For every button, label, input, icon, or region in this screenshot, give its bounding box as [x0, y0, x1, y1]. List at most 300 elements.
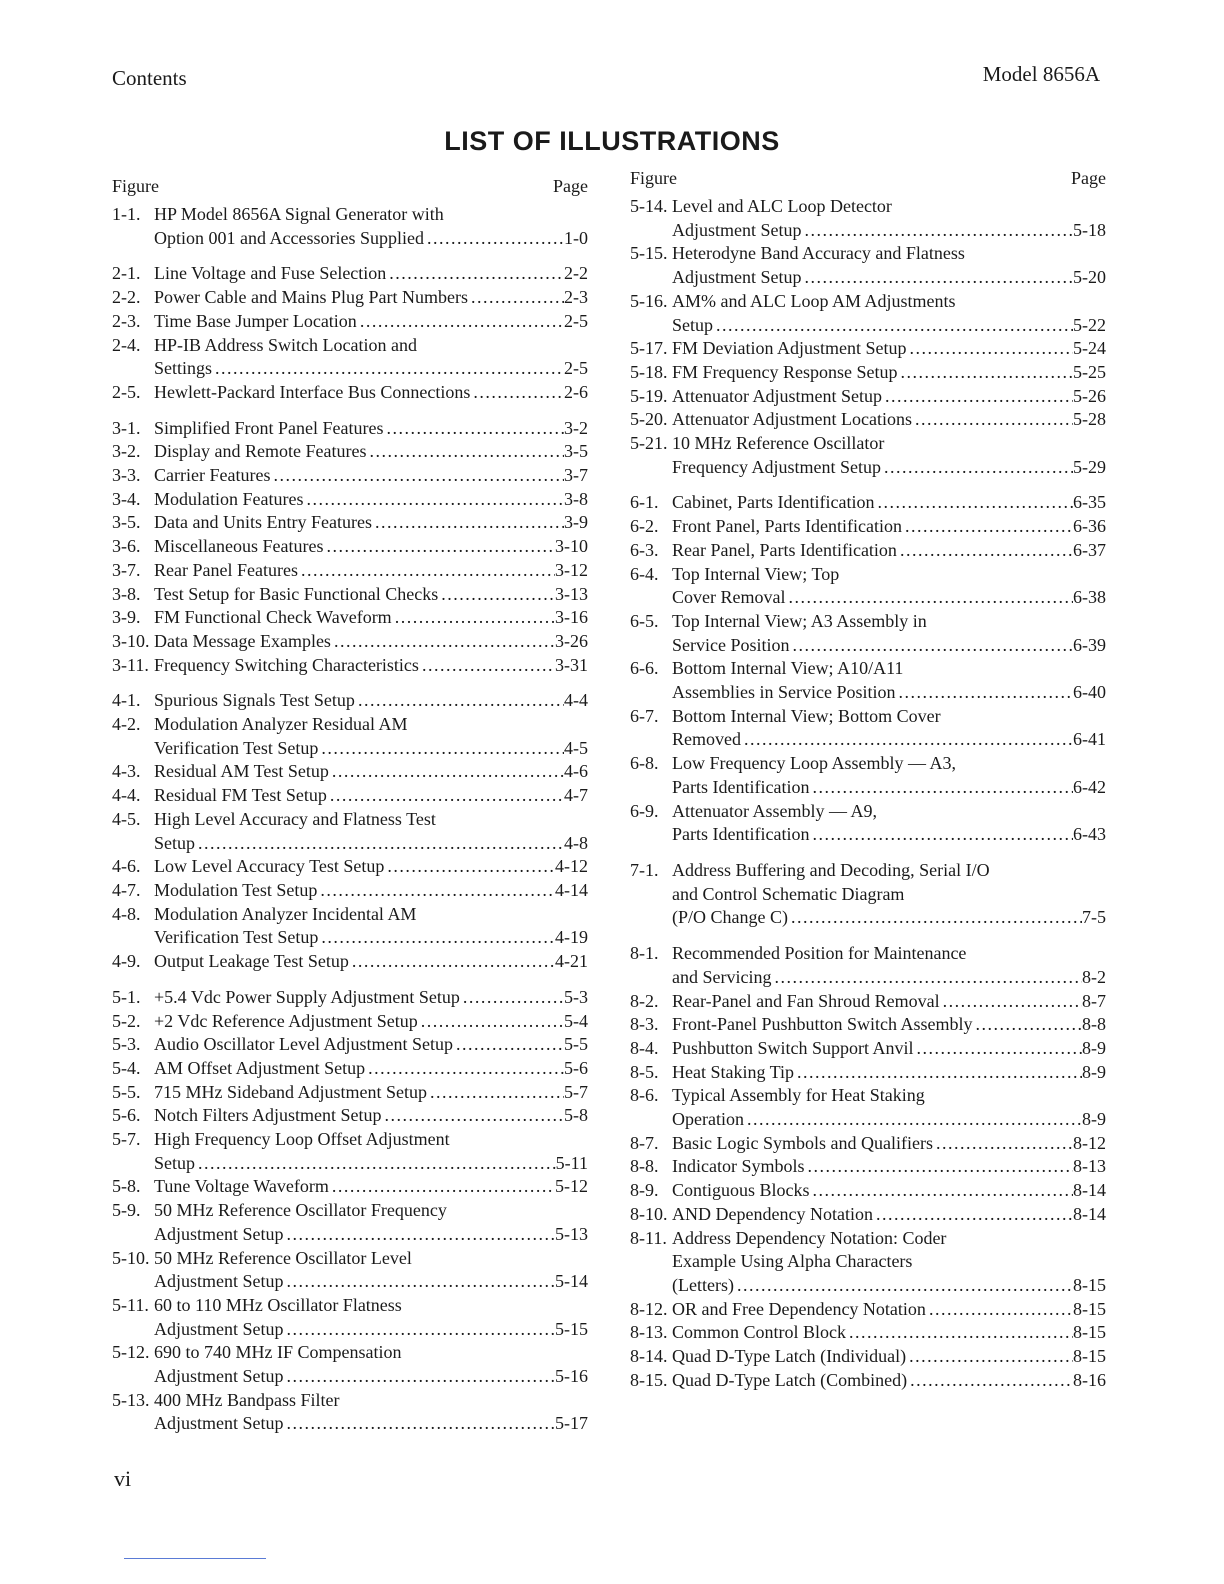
- entry-line: [630, 290, 1106, 314]
- figure-caption: Bottom Internal View; A10/A11: [672, 658, 904, 679]
- dot-leader: [744, 1108, 1082, 1132]
- indent-spacer: [630, 314, 672, 338]
- indent-spacer: [630, 728, 672, 752]
- page-reference: 5-11: [555, 1152, 588, 1173]
- indent-spacer: [112, 1365, 154, 1389]
- page-reference: 8-15: [1073, 1274, 1106, 1295]
- figure-caption: Operation: [672, 1109, 744, 1130]
- figure-caption: +5.4 Vdc Power Supply Adjustment Setup: [154, 986, 460, 1007]
- figure-entry: [112, 654, 588, 678]
- page-reference: 3-5: [564, 441, 588, 462]
- figure-caption: Quad D-Type Latch (Combined): [672, 1369, 908, 1390]
- entry-line: [112, 808, 588, 832]
- figure-caption: Adjustment Setup: [154, 1318, 284, 1339]
- figure-number: 4-2.: [112, 714, 141, 735]
- entry-line: [630, 491, 1106, 515]
- entry-line: [112, 1081, 588, 1105]
- page-reference: 5-15: [555, 1318, 588, 1339]
- dot-leader: [331, 630, 555, 654]
- indent-spacer: [630, 1274, 672, 1298]
- dot-leader: [284, 1223, 556, 1247]
- figure-caption: 690 to 740 MHz IF Compensation: [154, 1342, 402, 1363]
- figure-entry: [630, 361, 1106, 385]
- figure-entry: [112, 1033, 588, 1057]
- entry-line: [112, 1175, 588, 1199]
- figure-number: 2-4.: [112, 334, 141, 355]
- page-reference: 2-2: [564, 263, 588, 284]
- dot-leader: [383, 417, 564, 441]
- page-reference: 5-6: [564, 1057, 588, 1078]
- dot-leader: [212, 357, 564, 381]
- figure-entry: [112, 1175, 588, 1199]
- entry-line: [630, 1084, 1106, 1108]
- figure-entry: [112, 310, 588, 334]
- page-reference: 3-12: [555, 559, 588, 580]
- figure-caption: Tune Voltage Waveform: [154, 1176, 329, 1197]
- figure-number: 5-5.: [112, 1081, 141, 1102]
- indent-spacer: [112, 737, 154, 761]
- dot-leader: [357, 310, 564, 334]
- entry-line: [112, 535, 588, 559]
- dot-leader: [284, 1365, 556, 1389]
- entry-line: [630, 1203, 1106, 1227]
- figure-entry: [112, 1389, 588, 1436]
- dot-leader: [809, 823, 1073, 847]
- figure-number: 8-4.: [630, 1037, 659, 1058]
- entry-line: [630, 1250, 1106, 1274]
- figure-entry: [112, 1199, 588, 1246]
- page-column-label: Page: [553, 176, 588, 196]
- dot-leader: [896, 681, 1074, 705]
- figure-number: 6-6.: [630, 658, 659, 679]
- figure-caption: Adjustment Setup: [154, 1223, 284, 1244]
- entry-line: [112, 381, 588, 405]
- entry-line: [630, 408, 1106, 432]
- dot-leader: [318, 737, 564, 761]
- figure-number: 4-6.: [112, 856, 141, 877]
- page-reference: 8-8: [1082, 1014, 1106, 1035]
- figure-entry: [112, 1294, 588, 1341]
- figure-caption: Front Panel, Parts Identification: [672, 516, 902, 537]
- figure-number: 8-8.: [630, 1156, 659, 1177]
- figure-number: 5-4.: [112, 1057, 141, 1078]
- page-reference: 4-21: [555, 951, 588, 972]
- figure-entry: [112, 203, 588, 250]
- left-entry-list: [112, 203, 588, 1436]
- page-reference: 4-8: [564, 832, 588, 853]
- page-reference: 3-9: [564, 512, 588, 533]
- figure-entry: [112, 986, 588, 1010]
- figure-caption: Parts Identification: [672, 776, 810, 797]
- figure-caption: Address Buffering and Decoding, Serial I/O: [672, 859, 990, 880]
- entry-line: [112, 926, 588, 950]
- dot-leader: [912, 408, 1073, 432]
- page-reference: 5-26: [1073, 385, 1106, 406]
- entry-line: [112, 737, 588, 761]
- figure-caption: FM Frequency Response Setup: [672, 361, 898, 382]
- dot-leader: [460, 986, 564, 1010]
- figure-entry: [630, 337, 1106, 361]
- entry-line: [630, 456, 1106, 480]
- figure-caption: 10 MHz Reference Oscillator: [672, 433, 885, 454]
- indent-spacer: [112, 832, 154, 856]
- entry-line: [112, 713, 588, 737]
- page-reference: 8-14: [1073, 1180, 1106, 1201]
- figure-caption: Contiguous Blocks: [672, 1180, 810, 1201]
- figure-caption: Address Dependency Notation: Coder: [672, 1227, 947, 1248]
- figure-number: 7-1.: [630, 859, 659, 880]
- figure-caption: Test Setup for Basic Functional Checks: [154, 583, 439, 604]
- entry-line: [112, 784, 588, 808]
- page-reference: 3-16: [555, 607, 588, 628]
- figure-entry: [112, 689, 588, 713]
- figure-number: 6-1.: [630, 492, 659, 513]
- figure-entry: [630, 942, 1106, 989]
- page-reference: 6-40: [1073, 682, 1106, 703]
- figure-number: 8-9.: [630, 1180, 659, 1201]
- page-reference: 8-15: [1073, 1346, 1106, 1367]
- indent-spacer: [112, 926, 154, 950]
- entry-line: [112, 559, 588, 583]
- page-reference: 5-12: [555, 1176, 588, 1197]
- figure-entry: [630, 195, 1106, 242]
- figure-entry: [630, 1084, 1106, 1131]
- figure-number: 8-5.: [630, 1061, 659, 1082]
- figure-caption: Residual AM Test Setup: [154, 761, 329, 782]
- entry-line: [112, 1412, 588, 1436]
- figure-caption: Heat Staking Tip: [672, 1061, 795, 1082]
- figure-caption: AM% and ALC Loop AM Adjustments: [672, 290, 956, 311]
- figure-entry: [630, 1179, 1106, 1203]
- page-title: LIST OF ILLUSTRATIONS: [444, 126, 780, 156]
- figure-entry: [630, 515, 1106, 539]
- page-reference: 7-5: [1082, 907, 1106, 928]
- dot-leader: [349, 950, 555, 974]
- figure-entry: [630, 1203, 1106, 1227]
- figure-entry: [112, 1247, 588, 1294]
- page-reference: 8-9: [1082, 1037, 1106, 1058]
- entry-line: [630, 1037, 1106, 1061]
- figure-caption: 50 MHz Reference Oscillator Frequency: [154, 1200, 447, 1221]
- figure-caption: Front-Panel Pushbutton Switch Assembly: [672, 1014, 973, 1035]
- figure-number: 8-15.: [630, 1369, 668, 1390]
- figure-number: 2-2.: [112, 287, 141, 308]
- figure-entry: [630, 657, 1106, 704]
- left-column: [112, 175, 588, 1436]
- entry-line: [630, 752, 1106, 776]
- dot-leader: [284, 1270, 556, 1294]
- entry-line: [112, 1033, 588, 1057]
- page-reference: 5-22: [1073, 314, 1106, 335]
- figure-entry: [112, 1010, 588, 1034]
- figure-entry: [630, 752, 1106, 799]
- right-column-header: [630, 167, 1106, 195]
- figure-number: 8-3.: [630, 1014, 659, 1035]
- figure-number: 6-8.: [630, 753, 659, 774]
- page-reference: 5-29: [1073, 456, 1106, 477]
- figure-number: 6-5.: [630, 610, 659, 631]
- entry-line: [630, 800, 1106, 824]
- dot-leader: [355, 689, 564, 713]
- dot-leader: [785, 586, 1073, 610]
- entry-line: [630, 1108, 1106, 1132]
- figure-number: 5-19.: [630, 385, 668, 406]
- figure-entry: [112, 1128, 588, 1175]
- dot-leader: [327, 784, 564, 808]
- figure-number: 6-2.: [630, 516, 659, 537]
- figure-caption: Spurious Signals Test Setup: [154, 690, 355, 711]
- figure-entry: [630, 408, 1106, 432]
- figure-entry: [112, 713, 588, 760]
- dot-leader: [323, 535, 555, 559]
- figure-caption: Setup: [154, 1152, 196, 1173]
- page-reference: 6-42: [1073, 776, 1106, 797]
- entry-line: [112, 417, 588, 441]
- dot-leader: [317, 879, 555, 903]
- dot-leader: [713, 314, 1073, 338]
- dot-leader: [973, 1013, 1082, 1037]
- figure-caption: Frequency Adjustment Setup: [672, 456, 881, 477]
- figure-entry: [112, 583, 588, 607]
- entry-line: [112, 310, 588, 334]
- figure-entry: [630, 1155, 1106, 1179]
- figure-number: 3-2.: [112, 441, 141, 462]
- figure-caption: Audio Oscillator Level Adjustment Setup: [154, 1034, 453, 1055]
- figure-caption: Setup: [672, 314, 714, 335]
- dot-leader: [298, 559, 555, 583]
- figure-entry: [630, 1345, 1106, 1369]
- entry-line: [630, 219, 1106, 243]
- dot-leader: [419, 654, 555, 678]
- dot-leader: [897, 361, 1073, 385]
- entry-line: [630, 385, 1106, 409]
- page-reference: 3-13: [555, 583, 588, 604]
- figure-caption: Modulation Test Setup: [154, 879, 318, 900]
- indent-spacer: [630, 266, 672, 290]
- dot-leader: [453, 1033, 564, 1057]
- entry-line: [630, 1369, 1106, 1393]
- figure-number: 5-13.: [112, 1389, 150, 1410]
- page-reference: 4-5: [564, 737, 588, 758]
- page-reference: 6-38: [1073, 587, 1106, 608]
- figure-number: 6-9.: [630, 800, 659, 821]
- figure-entry: [112, 488, 588, 512]
- entry-line: [112, 334, 588, 358]
- figure-caption: Rear-Panel and Fan Shroud Removal: [672, 990, 940, 1011]
- figure-caption: Heterodyne Band Accuracy and Flatness: [672, 243, 965, 264]
- figure-number: 4-5.: [112, 808, 141, 829]
- entry-line: [112, 689, 588, 713]
- page-reference: 6-41: [1073, 729, 1106, 750]
- indent-spacer: [630, 1250, 672, 1274]
- right-column: [630, 167, 1106, 1392]
- page-reference: 8-9: [1082, 1061, 1106, 1082]
- entry-line: [112, 950, 588, 974]
- dot-leader: [881, 456, 1073, 480]
- dot-leader: [846, 1321, 1073, 1345]
- entry-line: [112, 1389, 588, 1413]
- figure-number: 8-12.: [630, 1298, 668, 1319]
- page-reference: 8-14: [1073, 1203, 1106, 1224]
- entry-line: [630, 1321, 1106, 1345]
- figure-number: 3-1.: [112, 417, 141, 438]
- figure-caption: 715 MHz Sideband Adjustment Setup: [154, 1081, 427, 1102]
- dot-leader: [907, 337, 1073, 361]
- dot-leader: [468, 286, 564, 310]
- page-reference: 4-14: [555, 879, 588, 900]
- entry-line: [112, 606, 588, 630]
- page-reference: 2-5: [564, 358, 588, 379]
- entry-line: [112, 1057, 588, 1081]
- figure-number: 5-17.: [630, 338, 668, 359]
- figure-caption: Removed: [672, 729, 741, 750]
- figure-number: 5-16.: [630, 290, 668, 311]
- figure-caption: Service Position: [672, 634, 790, 655]
- figure-caption: 50 MHz Reference Oscillator Level: [154, 1247, 412, 1268]
- figure-caption: Common Control Block: [672, 1322, 847, 1343]
- entry-line: [112, 262, 588, 286]
- figure-caption: Notch Filters Adjustment Setup: [154, 1105, 382, 1126]
- entry-line: [112, 1199, 588, 1223]
- figure-entry: [112, 381, 588, 405]
- entry-line: [630, 314, 1106, 338]
- figure-number: 5-21.: [630, 433, 668, 454]
- figure-caption: Assemblies in Service Position: [672, 682, 896, 703]
- indent-spacer: [630, 776, 672, 800]
- figure-caption: Attenuator Assembly — A9,: [672, 800, 877, 821]
- dot-leader: [882, 385, 1073, 409]
- figure-number: 8-11.: [630, 1227, 667, 1248]
- figure-caption: (Letters): [672, 1274, 734, 1295]
- dot-leader: [382, 1104, 565, 1128]
- figure-caption: Adjustment Setup: [154, 1413, 284, 1434]
- figure-entry: [630, 1061, 1106, 1085]
- entry-line: [630, 1013, 1106, 1037]
- figure-entry: [112, 855, 588, 879]
- dot-leader: [790, 634, 1074, 658]
- dot-leader: [940, 990, 1082, 1014]
- figure-caption: FM Functional Check Waveform: [154, 607, 392, 628]
- figure-number: 2-3.: [112, 310, 141, 331]
- figure-number: 3-3.: [112, 465, 141, 486]
- entry-line: [112, 630, 588, 654]
- figure-caption: Top Internal View; A3 Assembly in: [672, 610, 927, 631]
- entry-line: [112, 1152, 588, 1176]
- dot-leader: [907, 1369, 1073, 1393]
- figure-number: 4-8.: [112, 903, 141, 924]
- dot-leader: [424, 227, 564, 251]
- entry-line: [630, 942, 1106, 966]
- figure-entry: [630, 1037, 1106, 1061]
- figure-caption: Residual FM Test Setup: [154, 785, 327, 806]
- page-reference: 4-19: [555, 927, 588, 948]
- figure-caption: Miscellaneous Features: [154, 536, 324, 557]
- figure-caption: Indicator Symbols: [672, 1156, 805, 1177]
- figure-number: 8-2.: [630, 990, 659, 1011]
- figure-caption: Rear Panel Features: [154, 559, 298, 580]
- figure-number: 4-3.: [112, 761, 141, 782]
- figure-caption: Adjustment Setup: [672, 267, 802, 288]
- figure-caption: FM Deviation Adjustment Setup: [672, 338, 907, 359]
- entry-line: [630, 883, 1106, 907]
- entry-line: [630, 1227, 1106, 1251]
- figure-entry: [112, 1057, 588, 1081]
- figure-number: 8-14.: [630, 1346, 668, 1367]
- page-number: vi: [114, 1466, 132, 1491]
- figure-caption: Line Voltage and Fuse Selection: [154, 263, 387, 284]
- figure-number: 4-9.: [112, 951, 141, 972]
- dot-leader: [897, 539, 1073, 563]
- entry-line: [112, 1223, 588, 1247]
- dot-leader: [365, 1057, 564, 1081]
- entry-line: [112, 488, 588, 512]
- entry-line: [630, 337, 1106, 361]
- figure-number: 8-1.: [630, 943, 659, 964]
- dot-leader: [318, 926, 555, 950]
- figure-number: 1-1.: [112, 204, 141, 224]
- entry-line: [630, 657, 1106, 681]
- figure-caption: Adjustment Setup: [672, 219, 802, 240]
- figure-number: 3-6.: [112, 536, 141, 557]
- figure-number: 4-1.: [112, 690, 141, 711]
- indent-spacer: [630, 586, 672, 610]
- figure-caption: AND Dependency Notation: [672, 1203, 873, 1224]
- entry-line: [630, 990, 1106, 1014]
- dot-leader: [874, 491, 1073, 515]
- figure-number: 3-8.: [112, 583, 141, 604]
- indent-spacer: [112, 1318, 154, 1342]
- figure-number: 5-15.: [630, 243, 668, 264]
- indent-spacer: [630, 823, 672, 847]
- dot-leader: [771, 966, 1082, 990]
- indent-spacer: [112, 357, 154, 381]
- figure-caption: Hewlett-Packard Interface Bus Connections: [154, 381, 471, 402]
- dot-leader: [329, 760, 564, 784]
- figure-entry: [630, 491, 1106, 515]
- figure-number: 5-2.: [112, 1010, 141, 1031]
- page-reference: 5-24: [1073, 338, 1106, 359]
- figure-entry: [112, 417, 588, 441]
- figure-number: 6-4.: [630, 563, 659, 584]
- page-reference: 8-16: [1073, 1369, 1106, 1390]
- entry-line: [630, 1179, 1106, 1203]
- page-reference: 5-3: [564, 986, 588, 1007]
- dot-leader: [914, 1037, 1082, 1061]
- page-reference: 5-17: [555, 1413, 588, 1434]
- figure-caption: Typical Assembly for Heat Staking: [672, 1085, 925, 1106]
- entry-line: [112, 583, 588, 607]
- figure-caption: Time Base Jumper Location: [154, 310, 357, 331]
- dot-leader: [284, 1412, 556, 1436]
- entry-line: [630, 966, 1106, 990]
- dot-leader: [392, 606, 555, 630]
- figure-number: 3-11.: [112, 654, 149, 675]
- page-reference: 5-25: [1073, 361, 1106, 382]
- page-reference: 4-12: [555, 856, 588, 877]
- figure-caption: Verification Test Setup: [154, 737, 319, 758]
- figure-number: 8-10.: [630, 1203, 668, 1224]
- figure-entry: [112, 808, 588, 855]
- entry-line: [112, 203, 588, 227]
- page-reference: 5-16: [555, 1366, 588, 1387]
- indent-spacer: [112, 227, 154, 251]
- figure-number: 5-20.: [630, 409, 668, 430]
- entry-line: [630, 242, 1106, 266]
- figure-entry: [112, 1341, 588, 1388]
- figure-entry: [630, 563, 1106, 610]
- dot-leader: [427, 1081, 564, 1105]
- page-reference: 6-43: [1073, 824, 1106, 845]
